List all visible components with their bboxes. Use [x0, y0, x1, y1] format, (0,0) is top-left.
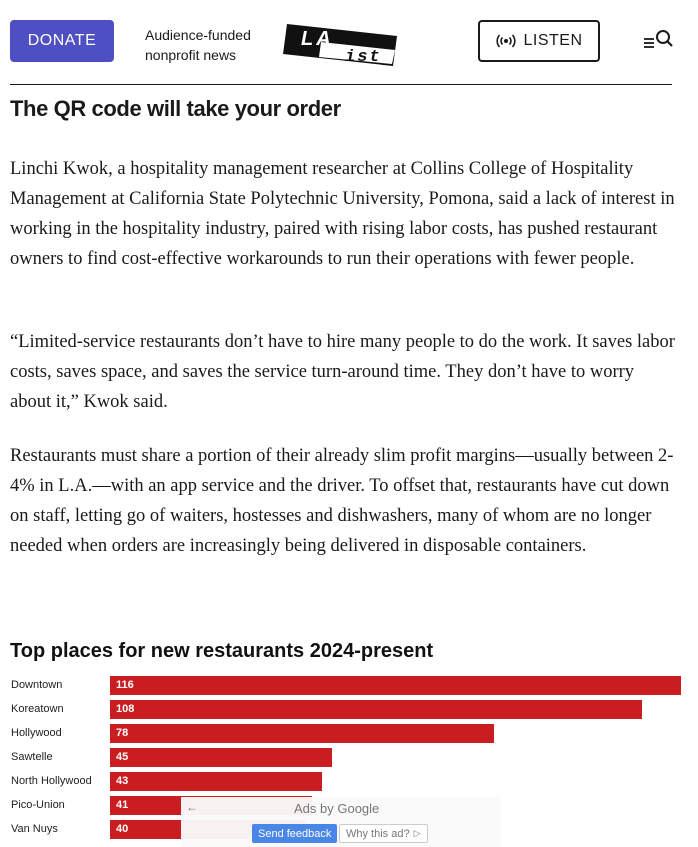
listen-button[interactable] [478, 20, 600, 62]
chart-bar [110, 772, 322, 791]
chart-row [0, 674, 698, 698]
chart-row [0, 698, 698, 722]
ad-overlay [181, 797, 501, 847]
chart-value-label: 78 [116, 727, 129, 739]
logo-text-top: LA [301, 28, 334, 50]
article-paragraph: “Limited-service restaurants don’t have to hire many people to do the work. It saves labor costs, saves space, and saves the service turn-around time. They don’t have to worry about it,” Kwok said. [10, 332, 675, 412]
chart-category-label: Koreatown [11, 703, 64, 715]
broadcast-icon [495, 34, 517, 48]
chart-value-label: 108 [116, 703, 135, 715]
send-feedback-label: Send feedback [258, 827, 332, 840]
listen-label: LISTEN [523, 32, 583, 49]
chart-bar [110, 700, 642, 719]
chart-category-label: Hollywood [11, 727, 62, 739]
laist-logo[interactable] [283, 20, 401, 68]
chart-category-label: North Hollywood [11, 775, 92, 787]
chart-value-label: 45 [116, 751, 129, 763]
section-heading: The QR code will take your order [10, 96, 341, 121]
chart-row [0, 722, 698, 746]
why-this-ad-label: Why this ad? [346, 827, 410, 840]
chart-category-label: Van Nuys [11, 823, 58, 835]
donate-button[interactable]: DONATE [10, 20, 114, 62]
tagline-line-1: Audience-funded [145, 27, 251, 43]
back-arrow-icon[interactable]: ← [186, 800, 198, 814]
chart-category-label: Sawtelle [11, 751, 53, 763]
header-divider [10, 84, 672, 85]
chart-row [0, 746, 698, 770]
chart-value-label: 40 [116, 823, 129, 835]
send-feedback-button[interactable] [252, 824, 337, 843]
article-paragraph: Linchi Kwok, a hospitality management researcher at Collins College of Hospitality Management at California State Polytechnic University, Pomona, said a lack of interest in working in the hospitality industry, paired with rising labor costs, has pushed restaurant owners to find cost-effective workarounds to run their operations with fewer people. [10, 159, 675, 269]
article-paragraph: Restaurants must share a portion of their already slim profit margins—usually between 2-4% in L.A.—with an app service and the driver. To offset that, restaurants have cut down on staff, letting go of waiters, hostesses and dishwashers, many of whom are no longer needed when orders are increasingly being delivered in disposable containers. [10, 446, 674, 556]
chart-category-label: Downtown [11, 679, 63, 691]
chart-value-label: 43 [116, 775, 129, 787]
site-header [0, 0, 698, 84]
chart-value-label: 41 [116, 799, 129, 811]
chart-row [0, 770, 698, 794]
chart-value-label: 116 [116, 679, 134, 691]
chart-title: Top places for new restaurants 2024-present [10, 640, 434, 662]
tagline [145, 25, 251, 65]
chart-bar [110, 676, 681, 695]
chart-bar [110, 748, 332, 767]
chart-category-label: Pico-Union [11, 799, 65, 811]
menu-search-icon[interactable] [641, 28, 675, 52]
tagline-line-2: nonprofit news [145, 47, 237, 63]
adchoices-icon: ▷ [413, 828, 421, 838]
chart-bar [110, 724, 494, 743]
why-this-ad-button[interactable] [339, 824, 428, 843]
logo-text-bottom: ist [345, 48, 382, 67]
ads-by-google-label: Ads by Google [294, 801, 380, 816]
